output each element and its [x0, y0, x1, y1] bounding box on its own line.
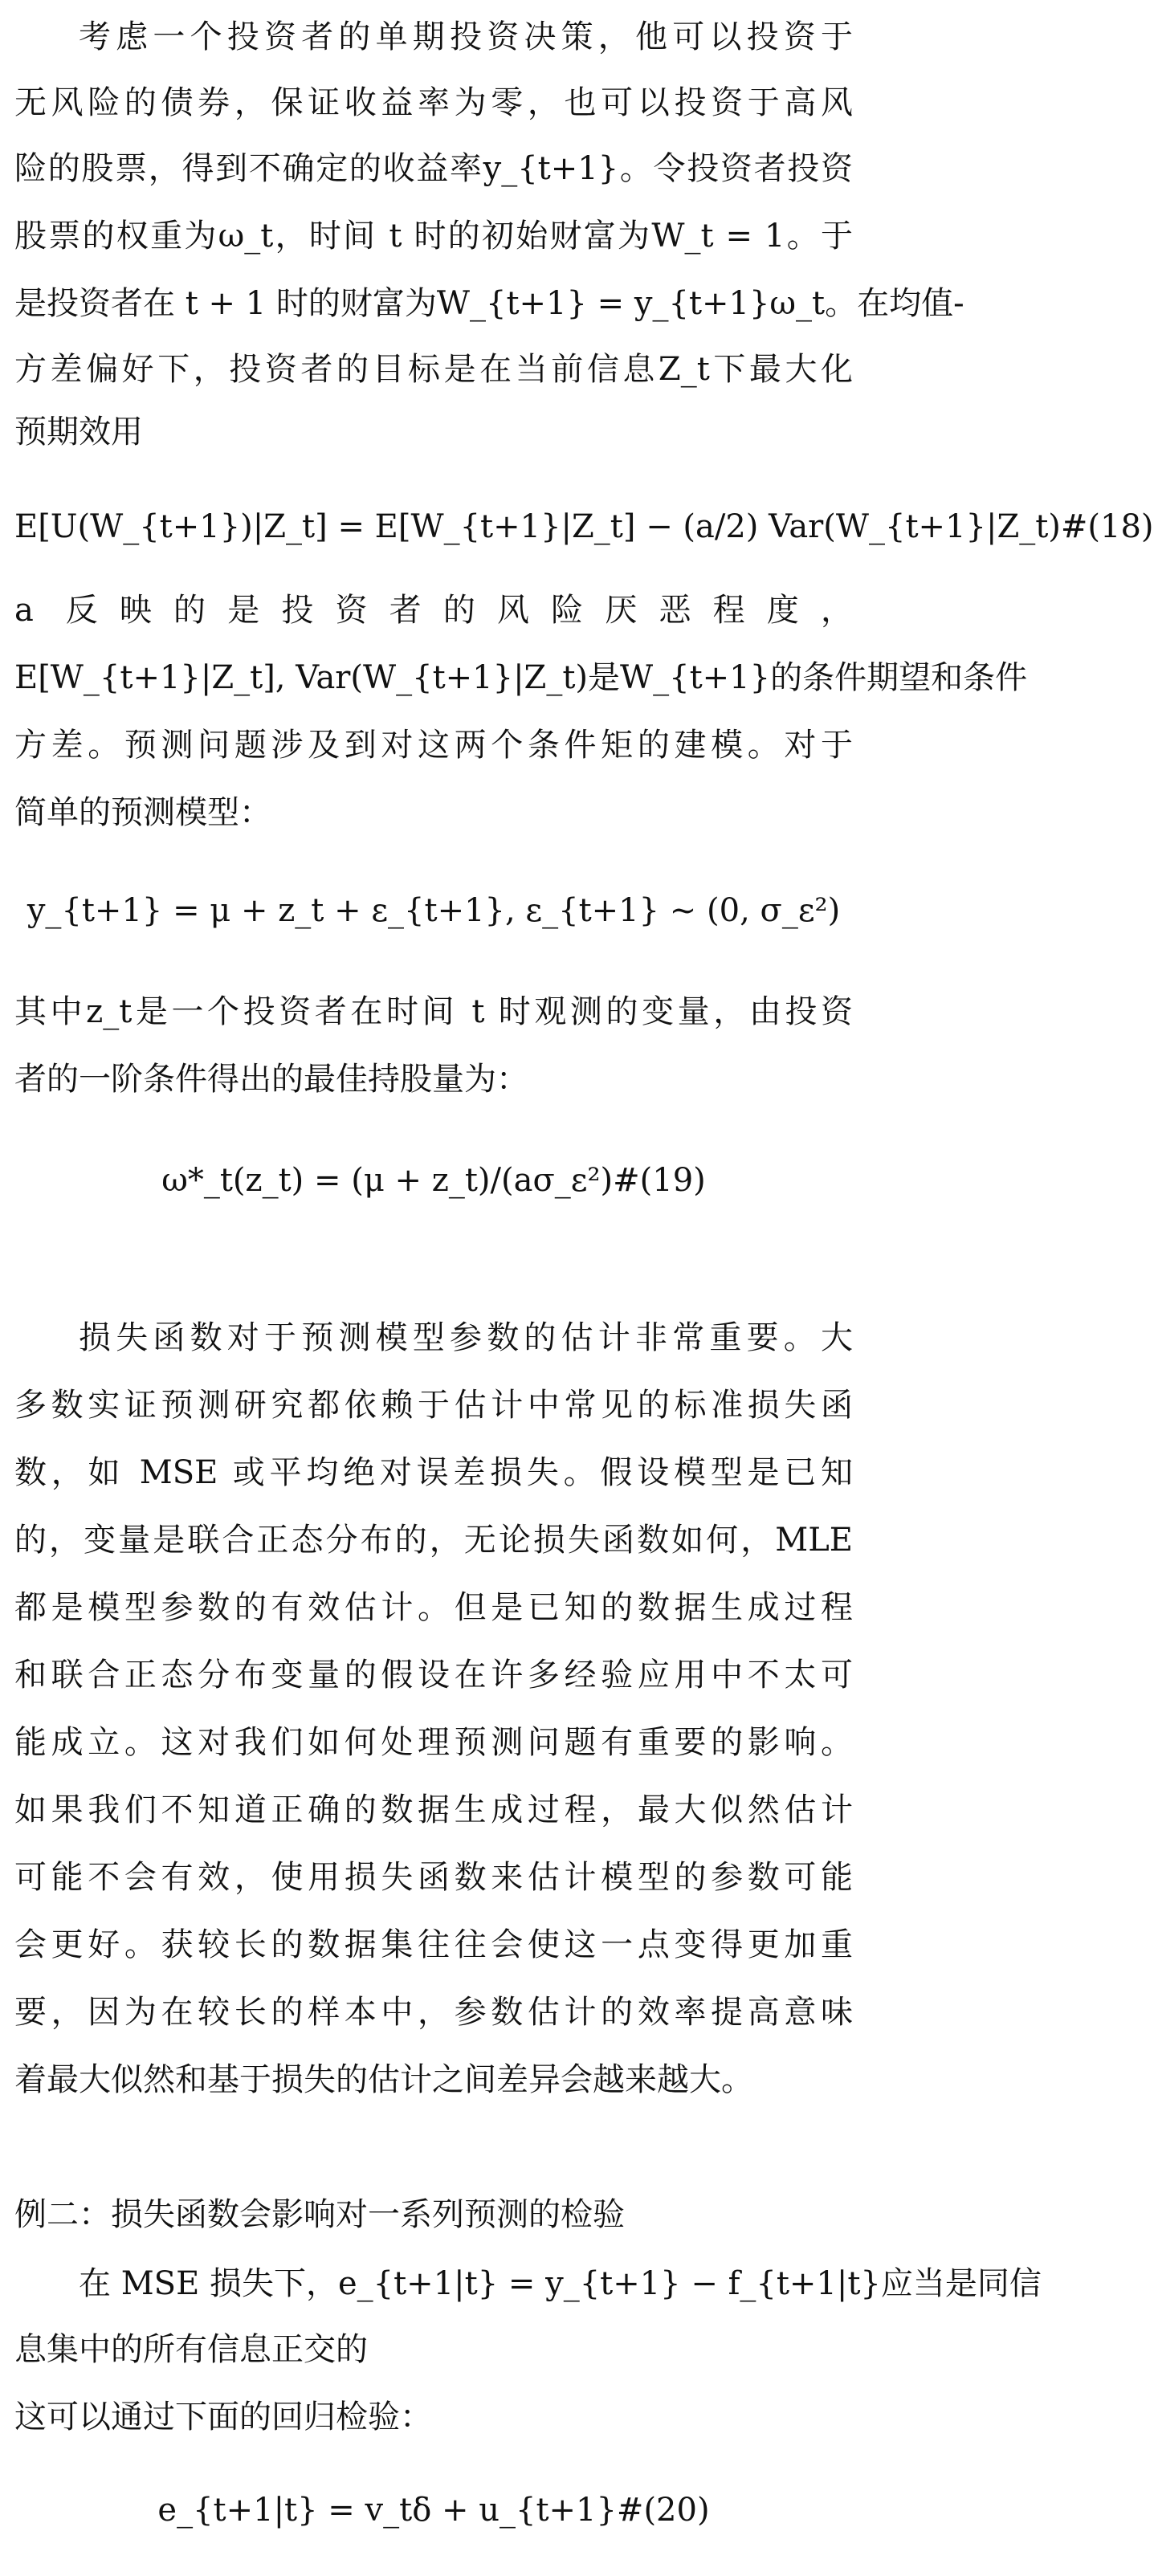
text-line: 股票的权重为ω_t，时间 t 时的初始财富为W_t = 1。于 — [14, 218, 853, 255]
text-line: 着最大似然和基于损失的估计之间差异会越来越大。 — [14, 2061, 753, 2098]
text-line: 的，变量是联合正态分布的，无论损失函数如何，MLE — [14, 1522, 853, 1559]
text-line: 这可以通过下面的回归检验： — [14, 2399, 432, 2435]
text-line: 方差。预测问题涉及到对这两个条件矩的建模。对于 — [14, 727, 853, 764]
text-line: 数，如 MSE 或平均绝对误差损失。假设模型是已知 — [14, 1454, 853, 1491]
text-line: 无风险的债券，保证收益率为零，也可以投资于高风 — [14, 84, 853, 121]
equation-19: ω*_t(z_t) = (μ + z_t)/(aσ_ε²)#(19) — [161, 1162, 706, 1199]
text-line: 可能不会有效，使用损失函数来估计模型的参数可能 — [14, 1859, 853, 1896]
text-line: 者的一阶条件得出的最佳持股量为： — [14, 1061, 528, 1098]
text-line: 损失函数对于预测模型参数的估计非常重要。大 — [79, 1319, 853, 1356]
text-line: E[W_{t+1}|Z_t], Var(W_{t+1}|Z_t)是W_{t+1}的条件期望和条件 — [14, 659, 1028, 696]
text-line: 是投资者在 t + 1 时的财富为W_{t+1} = y_{t+1}ω_t。在均值- — [14, 285, 964, 322]
equation-20: e_{t+1|t} = v_tδ + u_{t+1}#(20) — [157, 2492, 710, 2529]
text-line: 如果我们不知道正确的数据生成过程，最大似然估计 — [14, 1791, 853, 1828]
text-line: 息集中的所有信息正交的 — [14, 2331, 368, 2368]
text-line: 简单的预测模型： — [14, 794, 271, 831]
text-line: 其中z_t是一个投资者在时间 t 时观测的变量，由投资 — [14, 993, 853, 1030]
text-line: 在 MSE 损失下，e_{t+1|t} = y_{t+1} − f_{t+1|t}应当是同信 — [79, 2265, 1042, 2302]
text-line: 险的股票，得到不确定的收益率y_{t+1}。令投资者投资 — [14, 150, 853, 187]
text-line: 考虑一个投资者的单期投资决策，他可以投资于 — [79, 18, 853, 55]
equation-model: y_{t+1} = μ + z_t + ε_{t+1}, ε_{t+1} ~ (0, σ_ε²) — [27, 892, 841, 929]
equation-18: E[U(W_{t+1})|Z_t] = E[W_{t+1}|Z_t] − (a/2) Var(W_{t+1}|Z_t)#(18) — [14, 508, 1154, 545]
text-line: 和联合正态分布变量的假设在许多经验应用中不太可 — [14, 1657, 853, 1694]
text-line: 都是模型参数的有效估计。但是已知的数据生成过程 — [14, 1589, 853, 1626]
text-line: 方差偏好下，投资者的目标是在当前信息Z_t下最大化 — [14, 351, 853, 388]
text-line: 预期效用 — [14, 414, 143, 450]
text-line: 会更好。获较长的数据集往往会使这一点变得更加重 — [14, 1926, 853, 1963]
section-heading: 例二：损失函数会影响对一系列预测的检验 — [14, 2196, 625, 2233]
text-line: 能成立。这对我们如何处理预测问题有重要的影响。 — [14, 1724, 853, 1761]
text-line: a 反映的是投资者的风险厌恶程度， — [14, 592, 853, 629]
text-line: 多数实证预测研究都依赖于估计中常见的标准损失函 — [14, 1387, 853, 1424]
text-line: 要，因为在较长的样本中，参数估计的效率提高意味 — [14, 1994, 853, 2031]
